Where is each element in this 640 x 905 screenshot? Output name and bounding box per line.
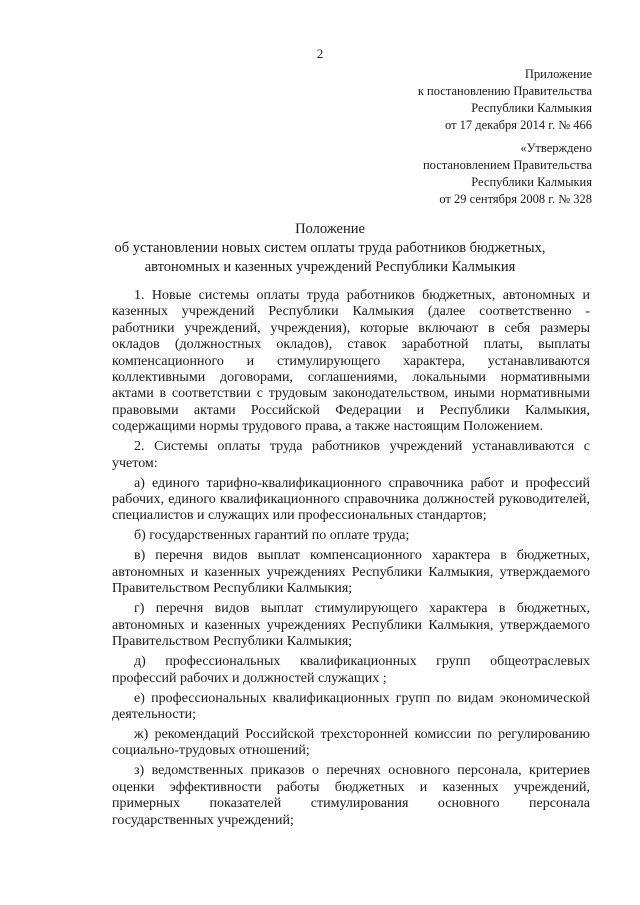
annex-line: от 17 декабря 2014 г. № 466 bbox=[444, 118, 592, 132]
paragraph: в) перечня видов выплат компенсационного характера в бюджетных, автономных и казенных учреждениях Республики Калмыкия, утверждаемого Правительством Республики Калмыкия; bbox=[112, 548, 590, 597]
paragraph: б) государственных гарантий по оплате труда; bbox=[134, 528, 410, 544]
document-title bbox=[80, 220, 580, 277]
approval-line: от 29 сентября 2008 г. № 328 bbox=[439, 192, 592, 206]
paragraph: ж) рекомендаций Российской трехсторонней комиссии по регулированию социально-трудовых отношений; bbox=[112, 726, 590, 759]
paragraph: 2. Системы оплаты труда работников учреждений устанавливаются с учетом: bbox=[112, 439, 590, 471]
paragraph: 1. Новые системы оплаты труда работников бюджетных, автономных и казенных учреждений Республики Калмыкия (далее соответственно - работники учреждений, учреждения), которые включают в себя размеры окладов (должностных окладов), ставок заработной платы, выплаты компенсационного и стимулирующего характера, устанавливаются коллективными договорами, соглашениями, локальными нормативными актами в соответствии с трудовым законодательством, иными нормативными правовыми актами Российской Федерации и Республики Калмыкия, содержащими нормы трудового права, а также настоящим Положением. bbox=[112, 288, 590, 435]
page-number: 2 bbox=[316, 46, 324, 61]
paragraph: е) профессиональных квалификационных групп по видам экономической деятельности; bbox=[112, 690, 590, 722]
approval-line: Республики Калмыкия bbox=[471, 175, 592, 189]
title-line: автономных и казенных учреждений Республики Калмыкия bbox=[144, 259, 516, 275]
title-line: об установлении новых систем оплаты труда работников бюджетных, bbox=[114, 240, 546, 256]
paragraph: д) профессиональных квалификационных групп общеотраслевых профессий рабочих и должностей служащих ; bbox=[112, 654, 590, 686]
title-heading: Положение bbox=[295, 221, 365, 237]
document-body bbox=[112, 288, 590, 833]
annex-line: Приложение bbox=[524, 67, 592, 81]
approval-line: «Утверждено bbox=[520, 141, 592, 155]
paragraph: а) единого тарифно-квалификационного справочника работ и профессий рабочих, единого квалификационного справочника должностей руководителей, специалистов и служащих или профессиональных стандартов; bbox=[112, 475, 590, 524]
approval-block bbox=[423, 140, 592, 208]
annex-line: Республики Калмыкия bbox=[471, 101, 592, 115]
paragraph: г) перечня видов выплат стимулирующего характера в бюджетных, автономных и казенных учреждениях Республики Калмыкия, утверждаемого Правительством Республики Калмыкия; bbox=[112, 601, 590, 650]
annex-line: к постановлению Правительства bbox=[417, 84, 592, 98]
annex-block bbox=[418, 66, 592, 134]
approval-line: постановлением Правительства bbox=[422, 158, 592, 172]
paragraph: з) ведомственных приказов о перечнях основного персонала, критериев оценки эффективности работы бюджетных и казенных учреждений, примерных показателей стимулирования основного персонала государственных учреждений; bbox=[112, 763, 590, 828]
